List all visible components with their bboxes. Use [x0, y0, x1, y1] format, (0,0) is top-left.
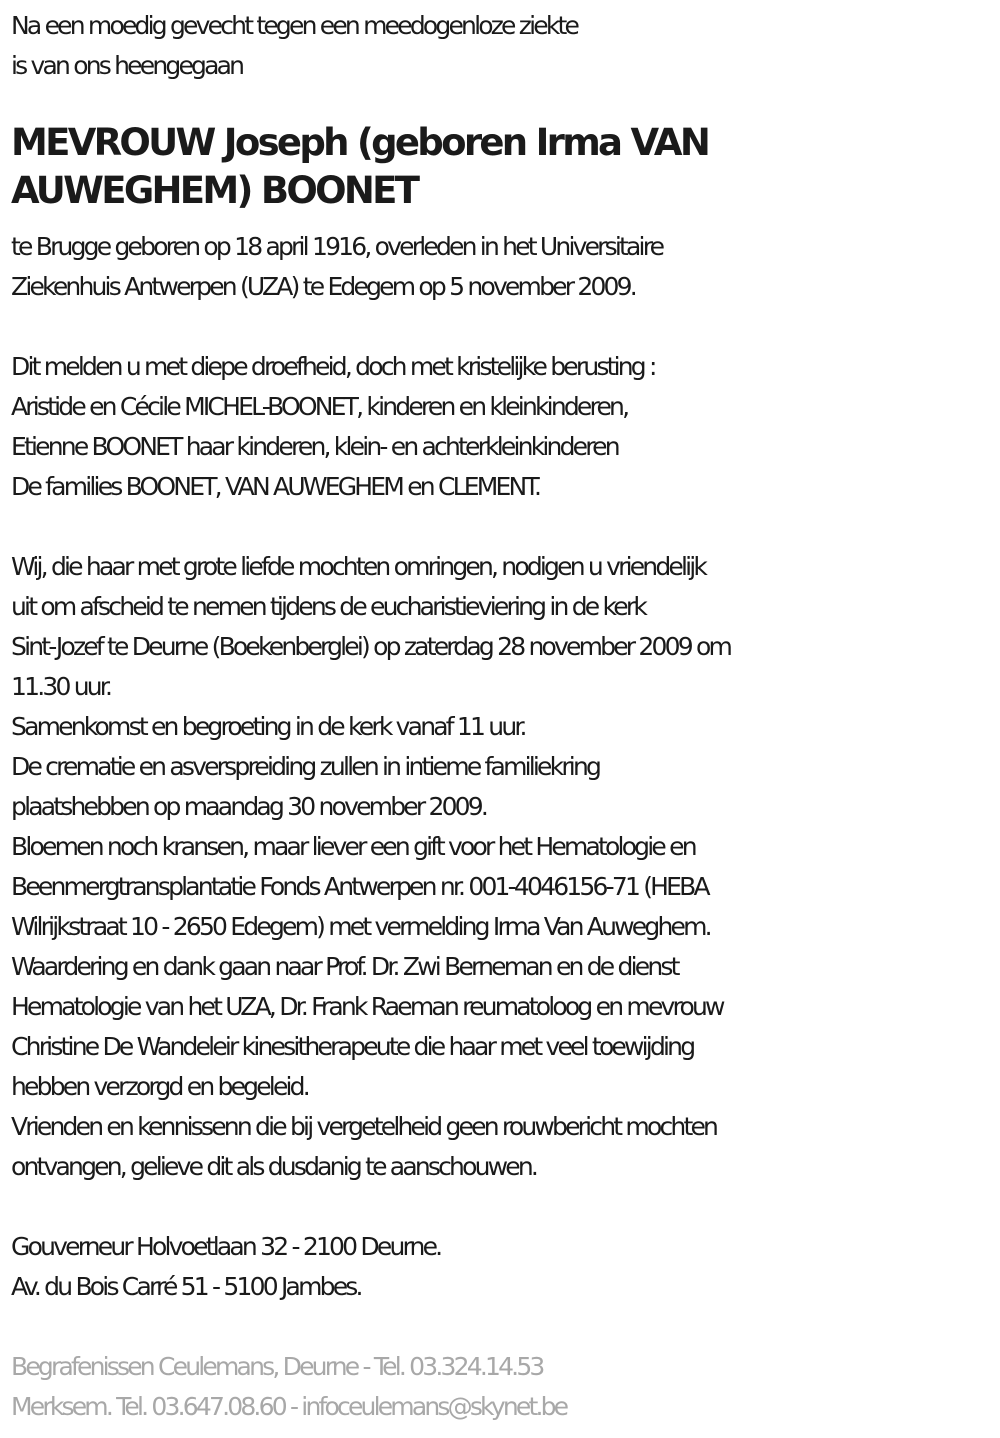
family-section — [11, 347, 991, 507]
birth-death-section — [11, 227, 991, 307]
ceremony-line: De crematie en asverspreiding zullen in intieme familiekring — [11, 752, 600, 781]
ceremony-line: Hematologie van het UZA, Dr. Frank Raeman reumatoloog en mevrouw — [11, 992, 723, 1021]
ceremony-line: plaatshebben op maandag 30 november 2009. — [11, 792, 487, 821]
address-line: Gouverneur Holvoetlaan 32 - 2100 Deurne. — [11, 1232, 441, 1261]
obituary-notice — [11, 6, 991, 1427]
addresses-section — [11, 1227, 991, 1307]
funeral-home-line: Begrafenissen Ceulemans, Deurne - Tel. 03.324.14.53 — [11, 1352, 543, 1381]
deceased-name-line: AUWEGHEM) BOONET — [11, 169, 418, 212]
ceremony-line: Vrienden en kennissenn die bij vergetelheid geen rouwbericht mochten — [11, 1112, 717, 1141]
ceremony-line: ontvangen, gelieve dit als dusdanig te aanschouwen. — [11, 1152, 537, 1181]
ceremony-line: hebben verzorgd en begeleid. — [11, 1072, 308, 1101]
family-line: Aristide en Cécile MICHEL-BOONET, kinderen en kleinkinderen, — [11, 392, 628, 421]
birth-death-line: te Brugge geboren op 18 april 1916, overleden in het Universitaire — [11, 232, 663, 261]
ceremony-line: Bloemen noch kransen, maar liever een gift voor het Hematologie en — [11, 832, 695, 861]
deceased-name-line: MEVROUW Joseph (geboren Irma VAN — [11, 121, 709, 164]
ceremony-line: Samenkomst en begroeting in de kerk vanaf 11 uur. — [11, 712, 525, 741]
ceremony-line: Beenmergtransplantatie Fonds Antwerpen nr. 001-4046156-71 (HEBA — [11, 872, 708, 901]
family-line: Dit melden u met diepe droefheid, doch met kristelijke berusting : — [11, 352, 655, 381]
address-line: Av. du Bois Carré 51 - 5100 Jambes. — [11, 1272, 361, 1301]
intro-line: Na een moedig gevecht tegen een meedogenloze ziekte — [11, 11, 578, 40]
funeral-home-footer — [11, 1347, 991, 1427]
ceremony-line: Wilrijkstraat 10 - 2650 Edegem) met vermelding Irma Van Auweghem. — [11, 912, 710, 941]
family-line: Etienne BOONET haar kinderen, klein- en achterkleinkinderen — [11, 432, 618, 461]
ceremony-section — [11, 547, 991, 1187]
intro-line: is van ons heengegaan — [11, 51, 243, 80]
ceremony-line: Sint-Jozef te Deurne (Boekenberglei) op zaterdag 28 november 2009 om — [11, 632, 731, 661]
intro-section — [11, 6, 991, 86]
ceremony-line: Wij, die haar met grote liefde mochten omringen, nodigen u vriendelijk — [11, 552, 706, 581]
funeral-home-contact-line: Merksem. Tel. 03.647.08.60 - infoceulemans@skynet.be — [11, 1392, 567, 1421]
ceremony-line: Christine De Wandeleir kinesitherapeute die haar met veel toewijding — [11, 1032, 694, 1061]
ceremony-line: Waardering en dank gaan naar Prof. Dr. Zwi Berneman en de dienst — [11, 952, 678, 981]
family-line: De families BOONET, VAN AUWEGHEM en CLEMENT. — [11, 472, 540, 501]
birth-death-line: Ziekenhuis Antwerpen (UZA) te Edegem op 5 november 2009. — [11, 272, 635, 301]
deceased-name — [11, 119, 991, 215]
ceremony-line: uit om afscheid te nemen tijdens de eucharistieviering in de kerk — [11, 592, 646, 621]
ceremony-line: 11.30 uur. — [11, 672, 111, 701]
